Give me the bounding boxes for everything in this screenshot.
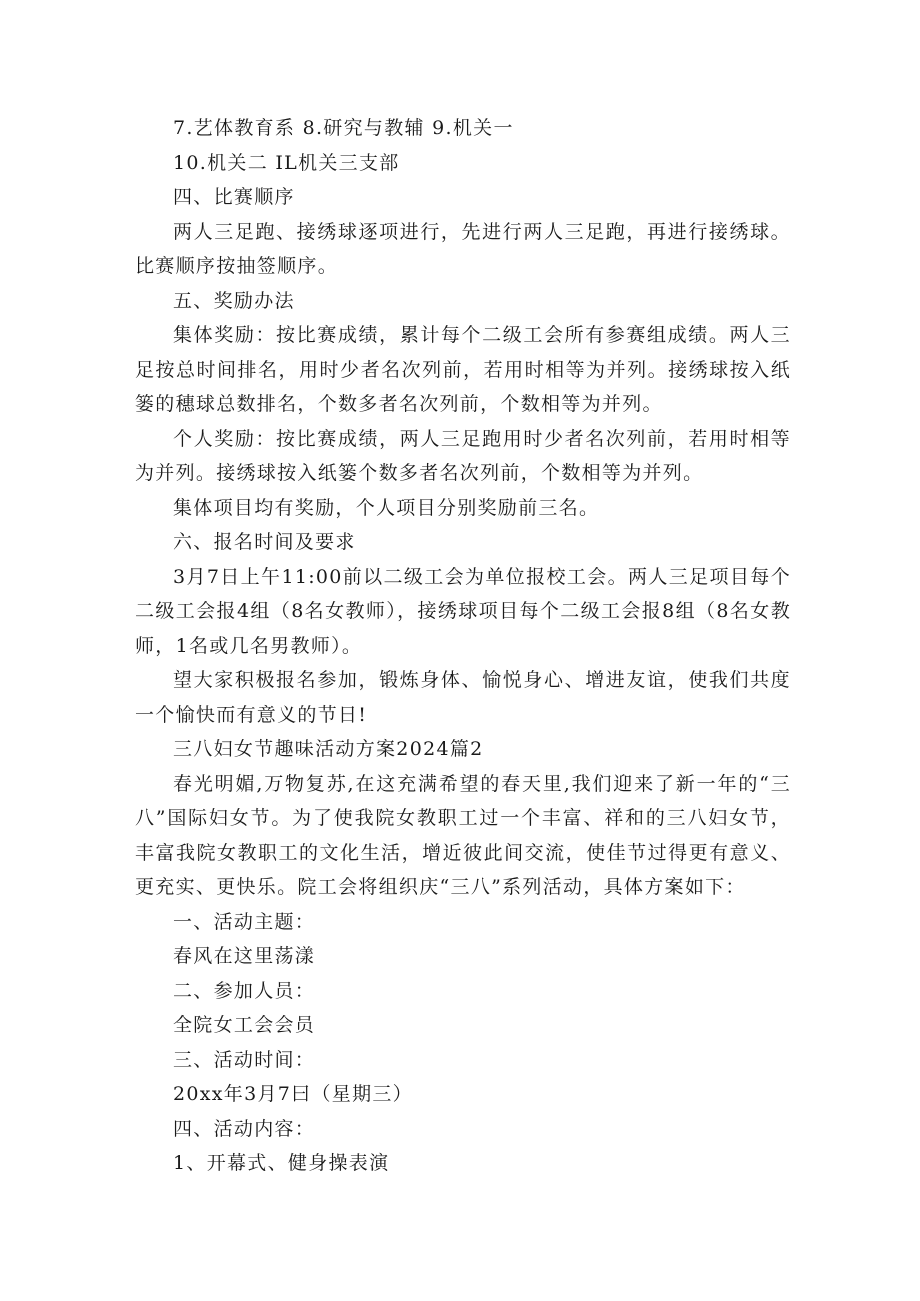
heading-activity-theme: 一、活动主题： bbox=[173, 910, 316, 933]
paragraph-activity-time: 20xx年3月7曰（星期三） bbox=[173, 1083, 413, 1105]
heading-activity-time: 三、活动时间： bbox=[173, 1048, 316, 1071]
heading-registration: 六、报名时间及要求 bbox=[173, 531, 356, 553]
heading-participants: 二、参加人员： bbox=[173, 979, 316, 1002]
paragraph-individual-reward: 个人奖励：按比赛成绩，两人三足跑用时少者名次列前，若用时相等为并列。接绣球按入纸篓个数多者名次列前，个数相等为并列。 bbox=[135, 427, 791, 484]
paragraph-group-reward: 集体奖励：按比赛成绩，累计每个二级工会所有参赛组成绩。两人三足按总时间排名，用时少者名次列前，若用时相等为并列。接绣球按入纸篓的穗球总数排名，个数多者名次列前，个数相等为并列。 bbox=[135, 324, 791, 415]
paragraph-reward-summary: 集体项目均有奖励，个人项目分别奖励前三名。 bbox=[173, 496, 600, 519]
paragraph-registration-details: 3月7日上午11:00前以二级工会为单位报校工会。两人三足项目每个二级工会报4组（8名女教师），接绣球项目每个二级工会报8组（8名女教师，1名或几名男教师）。 bbox=[135, 565, 791, 657]
paragraph-participants: 全院女工会会员 bbox=[173, 1014, 316, 1036]
paragraph-invitation: 望大家积极报名参加，锻炼身体、愉悦身心、增进友谊，使我们共度一个愉快而有意义的节日! bbox=[135, 669, 791, 726]
paragraph-competition-order: 两人三足跑、接绣球逐项进行，先进行两人三足跑，再进行接绣球。比赛顺序按抽签顺序。 bbox=[135, 220, 791, 277]
heading-activity-content: 四、活动内容： bbox=[173, 1117, 316, 1140]
paragraph-departments-10-11: 10.机关二 IL机关三支部 bbox=[173, 151, 400, 174]
section-title-plan-2: 三八妇女节趣味活动方案2024篇2 bbox=[173, 738, 484, 760]
document-body bbox=[135, 111, 791, 1181]
paragraph-departments-7-9: 7.艺体教育系 8.研究与教辅 9.机关一 bbox=[173, 117, 514, 139]
heading-reward-method: 五、奖励办法 bbox=[173, 289, 295, 312]
paragraph-activity-item-1: 1、开幕式、健身操表演 bbox=[173, 1152, 390, 1174]
heading-competition-order: 四、比赛顺序 bbox=[173, 186, 295, 208]
paragraph-activity-theme: 春风在这里荡漾 bbox=[173, 945, 316, 967]
paragraph-plan-2-intro: 春光明媚,万物复苏,在这充满希望的春天里,我们迎来了新一年的“三八”国际妇女节。为了使我院女教职工过一个丰富、祥和的三八妇女节，丰富我院女教职工的文化生活，增近彼此间交流，使佳节过得更有意义、更充实、更快乐。院工会将组织庆“三八”系列活动，具体方案如下： bbox=[135, 772, 791, 898]
